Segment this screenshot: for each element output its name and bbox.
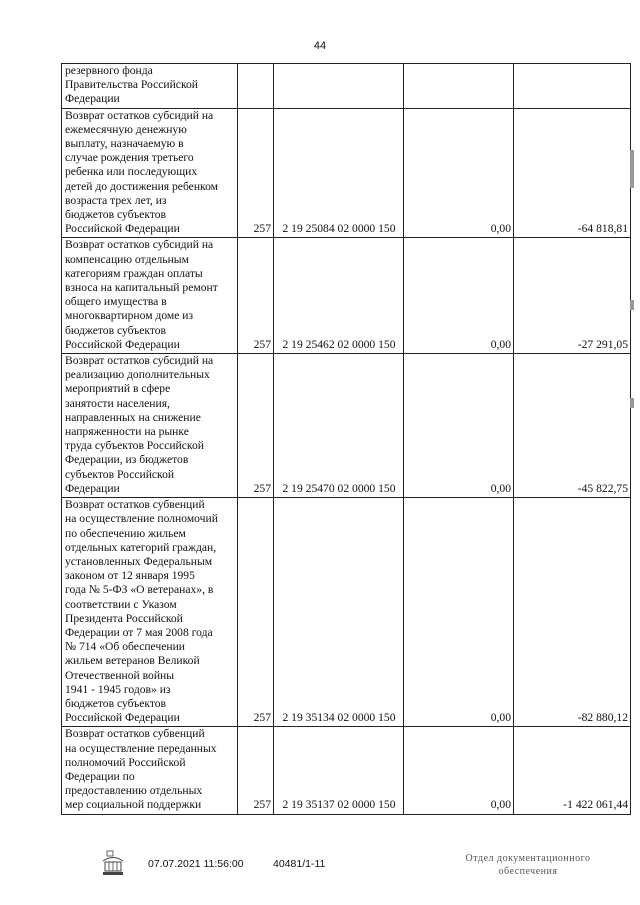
name-line: труда субъектов Российской — [65, 439, 204, 453]
name-line: законом от 12 января 1995 — [65, 569, 195, 583]
table-row — [62, 498, 631, 727]
name-line: многоквартирном доме из — [65, 309, 194, 323]
name-line: Возврат остатков субсидий на — [65, 108, 214, 122]
name-line: соответствии с Указом — [65, 597, 177, 611]
stamp-line: обеспечения — [498, 866, 558, 877]
page-footer — [0, 852, 640, 892]
cell-gr: 257 — [238, 238, 274, 354]
name-line: детей до достижения ребенком — [65, 179, 218, 193]
name-line: случае рождения третьего — [65, 151, 194, 165]
cell-gr: 257 — [238, 498, 274, 727]
cell-fact: -27 291,05 — [514, 238, 631, 354]
name-line: возраста трех лет, из — [65, 193, 167, 207]
name-line: на осуществление полномочий — [65, 512, 218, 526]
scan-edge-mark — [630, 398, 634, 408]
table-row — [62, 354, 631, 498]
emblem-icon — [100, 849, 126, 879]
name-line: Российской Федерации — [65, 337, 180, 351]
name-line: занятости населения, — [65, 396, 170, 410]
name-line: мероприятий в сфере — [65, 382, 171, 396]
name-line: выплату, назначаемую в — [65, 137, 184, 151]
name-line: Федерации по — [65, 769, 135, 783]
name-line: Президента Российской — [65, 611, 183, 625]
budget-table — [61, 63, 631, 815]
cell-gr: 257 — [238, 727, 274, 814]
name-line: Возврат остатков субвенций — [65, 727, 205, 741]
cell-plan — [404, 64, 514, 109]
cell-name — [62, 64, 238, 109]
department-stamp — [448, 852, 608, 878]
cell-fact: -82 880,12 — [514, 498, 631, 727]
name-line: резервного фонда — [65, 64, 153, 77]
name-line: Возврат остатков субвенций — [65, 498, 205, 512]
cell-plan: 0,00 — [404, 354, 514, 498]
name-lines — [65, 727, 235, 812]
table-row — [62, 238, 631, 354]
name-lines — [65, 64, 235, 107]
name-line: Федерации — [65, 92, 120, 106]
table-body — [62, 64, 631, 815]
cell-gr: 257 — [238, 354, 274, 498]
cell-fact — [514, 64, 631, 109]
name-line: года № 5-ФЗ «О ветеранах», в — [65, 583, 214, 597]
name-line: реализацию дополнительных — [65, 368, 210, 382]
name-line: по обеспечению жильем — [65, 526, 186, 540]
name-line: бюджетов субъектов — [65, 208, 167, 222]
table-row — [62, 108, 631, 238]
cell-name — [62, 238, 238, 354]
name-lines — [65, 238, 235, 352]
name-line: бюджетов субъектов — [65, 696, 167, 710]
cell-code: 2 19 25462 02 0000 150 — [274, 238, 404, 354]
cell-plan: 0,00 — [404, 238, 514, 354]
name-line: ребенка или последующих — [65, 165, 198, 179]
table-row — [62, 727, 631, 814]
name-line: предоставлению отдельных — [65, 784, 203, 798]
name-line: ежемесячную денежную — [65, 122, 187, 136]
name-line: полномочий Российской — [65, 755, 186, 769]
cell-plan: 0,00 — [404, 108, 514, 238]
name-lines — [65, 498, 235, 725]
name-line: бюджетов субъектов — [65, 323, 167, 337]
cell-code: 2 19 25084 02 0000 150 — [274, 108, 404, 238]
cell-fact: -64 818,81 — [514, 108, 631, 238]
name-line: направленных на снижение — [65, 410, 201, 424]
name-line: на осуществление переданных — [65, 741, 217, 755]
cell-code — [274, 64, 404, 109]
cell-gr — [238, 64, 274, 109]
name-lines — [65, 354, 235, 496]
name-line: взноса на капитальный ремонт — [65, 281, 218, 295]
name-line: Возврат остатков субсидий на — [65, 354, 214, 368]
page-number: 44 — [313, 40, 327, 52]
name-line: субъектов Российской — [65, 467, 175, 481]
table-row — [62, 64, 631, 109]
name-line: установленных Федеральным — [65, 554, 213, 568]
cell-gr: 257 — [238, 108, 274, 238]
name-line: напряженности на рынке — [65, 425, 189, 439]
name-line: Правительства Российской — [65, 78, 198, 92]
name-line: общего имущества в — [65, 295, 167, 309]
name-line: компенсацию отдельным — [65, 252, 189, 266]
stamp-line: Отдел документационного — [465, 853, 591, 864]
scan-edge-mark — [630, 300, 634, 310]
cell-code: 2 19 35137 02 0000 150 — [274, 727, 404, 814]
cell-fact: -45 822,75 — [514, 354, 631, 498]
cell-name — [62, 727, 238, 814]
name-line: Российской Федерации — [65, 711, 180, 725]
name-line: отдельных категорий граждан, — [65, 540, 217, 554]
scan-edge-mark — [630, 150, 634, 188]
name-line: Федерации от 7 мая 2008 года — [65, 625, 213, 639]
name-line: Возврат остатков субсидий на — [65, 238, 214, 252]
cell-plan: 0,00 — [404, 498, 514, 727]
cell-name — [62, 354, 238, 498]
name-line: 1941 - 1945 годов» из — [65, 682, 171, 696]
cell-fact: -1 422 061,44 — [514, 727, 631, 814]
name-line: Отечественной войны — [65, 668, 175, 682]
name-line: Федерации — [65, 481, 120, 495]
footer-doc-number: 40481/1-11 — [273, 858, 326, 870]
name-line: № 714 «Об обеспечении — [65, 640, 185, 654]
cell-code: 2 19 35134 02 0000 150 — [274, 498, 404, 727]
cell-plan: 0,00 — [404, 727, 514, 814]
name-line: категориям граждан оплаты — [65, 266, 203, 280]
name-lines — [65, 109, 235, 237]
name-line: Федерации, из бюджетов — [65, 453, 189, 467]
footer-timestamp: 07.07.2021 11:56:00 — [148, 858, 244, 870]
cell-name — [62, 498, 238, 727]
cell-code: 2 19 25470 02 0000 150 — [274, 354, 404, 498]
cell-name — [62, 108, 238, 238]
name-line: Российской Федерации — [65, 222, 180, 236]
name-line: жильем ветеранов Великой — [65, 654, 200, 668]
name-line: мер социальной поддержки — [65, 798, 202, 812]
